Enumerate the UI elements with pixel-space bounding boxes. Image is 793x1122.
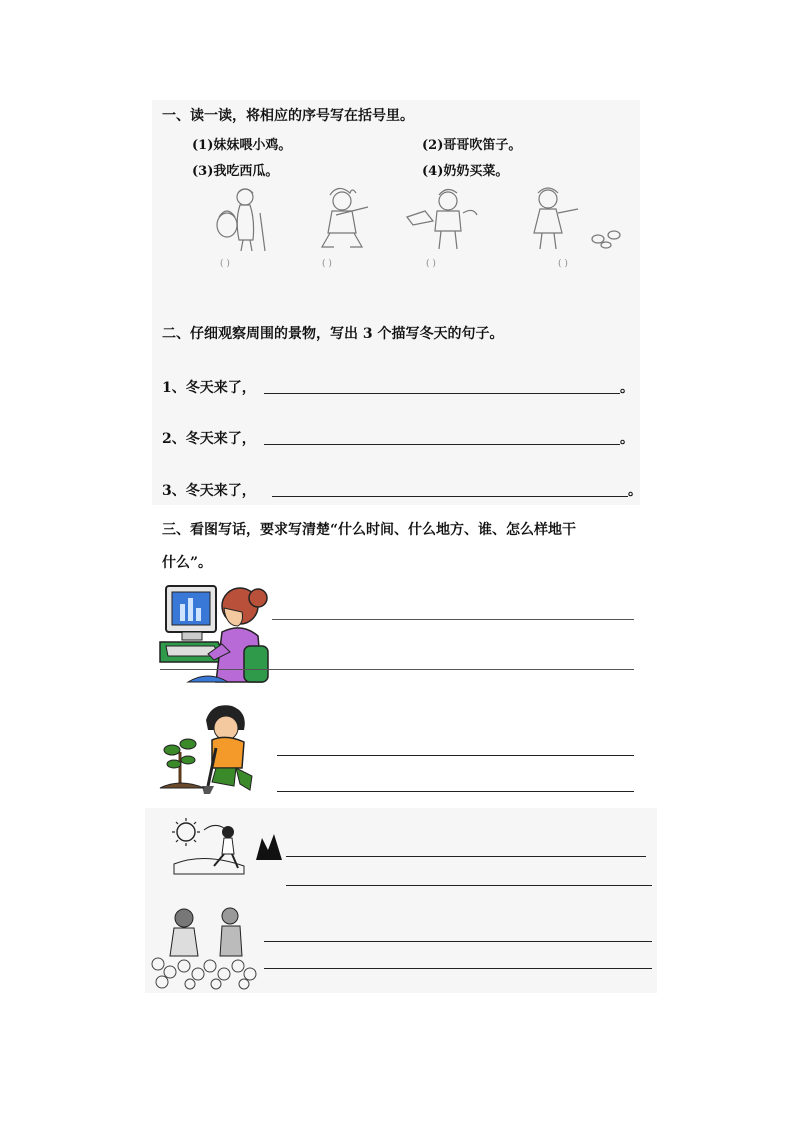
- winter-line-3-label: 3、冬天来了，: [162, 483, 256, 499]
- picture-c-answer-line-2[interactable]: [286, 885, 652, 886]
- child-planting-picture: [160, 702, 278, 798]
- answer-paren-1[interactable]: ( ): [220, 259, 230, 269]
- section1-title: 一、读一读，将相应的序号写在括号里。: [162, 108, 414, 124]
- option-2: (2)哥哥吹笛子。: [422, 138, 522, 153]
- child-watermelon-drawing: [403, 185, 483, 253]
- winter-answer-line-2[interactable]: [264, 444, 620, 445]
- picture-d-answer-line-1[interactable]: [264, 941, 652, 942]
- option-4: (4)奶奶买菜。: [422, 164, 509, 179]
- end-mark-2: 。: [620, 431, 634, 447]
- option-1: (1)妹妹喂小鸡。: [192, 138, 292, 153]
- grandma-basket-drawing: [205, 185, 280, 255]
- picture-a-answer-line-1[interactable]: [272, 619, 634, 620]
- answer-paren-3[interactable]: ( ): [426, 259, 436, 269]
- boy-flute-drawing: [308, 183, 378, 253]
- picture-b-answer-line-1[interactable]: [277, 755, 634, 756]
- end-mark-1: 。: [620, 380, 634, 396]
- end-mark-3: 。: [628, 483, 642, 499]
- section3-title-cont: 什么”。: [162, 555, 213, 571]
- section3-title: 三、看图写话，要求写清楚“什么时间、什么地方、谁、怎么样地干: [162, 522, 577, 538]
- section2-title: 二、仔细观察周围的景物，写出 3 个描写冬天的句子。: [162, 326, 504, 342]
- woman-computer-picture: [158, 582, 273, 692]
- girl-chicks-drawing: [520, 183, 630, 253]
- winter-answer-line-3[interactable]: [272, 496, 628, 497]
- children-garden-picture: [150, 902, 266, 990]
- answer-paren-4[interactable]: ( ): [558, 259, 568, 269]
- boy-running-sun-picture: [164, 816, 288, 882]
- picture-b-answer-line-2[interactable]: [277, 791, 634, 792]
- answer-paren-2[interactable]: ( ): [322, 259, 332, 269]
- winter-line-2-label: 2、冬天来了，: [162, 431, 256, 447]
- picture-c-answer-line-1[interactable]: [286, 856, 646, 857]
- winter-line-1-label: 1、冬天来了，: [162, 380, 256, 396]
- picture-a-answer-line-2[interactable]: [160, 669, 634, 670]
- picture-d-answer-line-2[interactable]: [264, 968, 652, 969]
- winter-answer-line-1[interactable]: [264, 393, 620, 394]
- option-3: (3)我吃西瓜。: [192, 164, 279, 179]
